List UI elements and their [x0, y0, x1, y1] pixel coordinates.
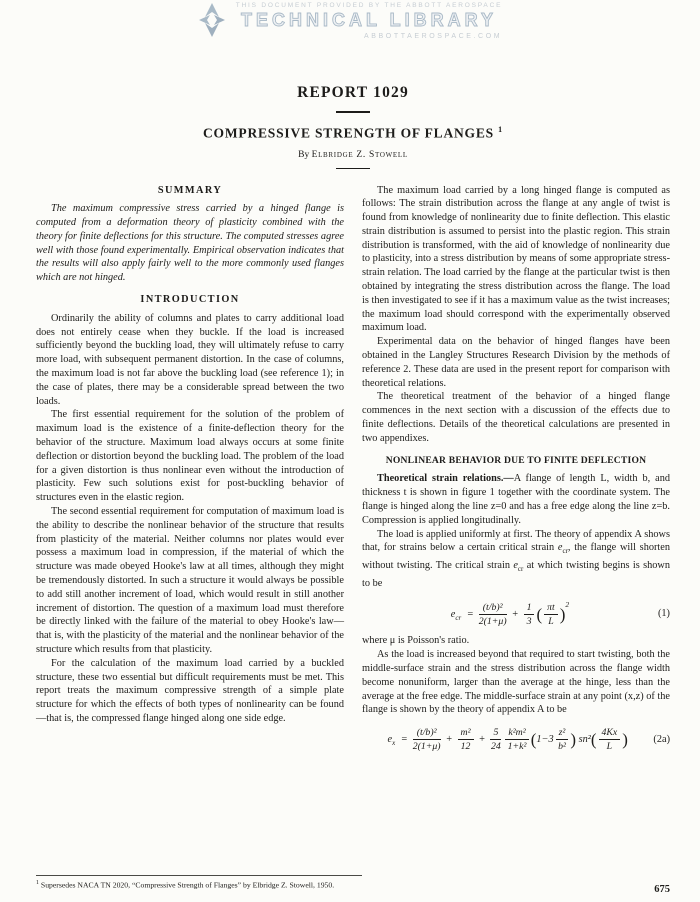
equation-number: (2a) [653, 733, 670, 745]
fraction-numerator: 1 [524, 602, 535, 615]
fraction-numerator: 4Kx [599, 727, 621, 740]
footnote [36, 875, 362, 891]
fraction [458, 727, 474, 753]
paragraph-text: The load is applied uniformly at first. The theory of appendix A shows that, for strains below a certain critical strain [362, 528, 670, 554]
fraction-denominator: 2(1+μ) [478, 616, 507, 628]
article-title [36, 125, 670, 142]
report-number: REPORT 1029 [297, 84, 409, 101]
strain-subscript: cr [562, 547, 568, 556]
paragraph-text: , the flange will shorten without twisting. The critical strain [362, 542, 670, 572]
equals-sign: = [400, 734, 408, 746]
fraction [505, 727, 528, 753]
fraction [599, 727, 621, 753]
divider-rule [336, 111, 370, 113]
fraction-numerator: (t/b)² [479, 602, 507, 615]
fraction-numerator: k²m² [505, 727, 528, 740]
close-paren: ) [559, 604, 566, 624]
title-footnote-mark: 1 [498, 125, 503, 134]
strain-symbol: e [450, 608, 456, 620]
fraction-numerator: (t/b)² [413, 727, 441, 740]
equation-2a [362, 727, 670, 753]
provided-by-text: THIS DOCUMENT PROVIDED BY THE ABBOTT AEROSPACE [235, 2, 503, 9]
equation-1 [362, 601, 670, 627]
elliptic-function-symbol: sn² [578, 734, 591, 746]
fraction-numerator: 5 [490, 727, 501, 740]
close-paren: ) [622, 730, 628, 750]
plus-sign: + [478, 734, 486, 746]
byline-author: Elbridge Z. Stowell [311, 149, 408, 160]
paragraph-text: A flange of length L, width b, and thickness t is shown in figure 1 together with the coordinate system. The flange is hinged along the line z=0 and has a free edge along the line z=b. Compression is applied longitudinally. [362, 473, 670, 526]
equation-body [362, 601, 658, 627]
fraction-numerator: m² [458, 727, 474, 740]
strain-symbol: e [557, 542, 563, 554]
fraction [490, 727, 501, 753]
equation-body [362, 727, 653, 753]
page-number: 675 [654, 884, 670, 895]
article-columns [36, 184, 670, 760]
section-heading: NONLINEAR BEHAVIOR DUE TO FINITE DEFLECTION [385, 454, 647, 466]
introduction-paragraph: For the calculation of the maximum load carried by a buckled structure, these two essential but difficult requirements must be met. This report treats the maximum compressive strength of a simple plate structure for which the effects of both types of nonlinearity can be found—that is, the compressed flange hinged along one side edge. [36, 657, 344, 724]
fraction [479, 602, 507, 628]
footnote-divider [36, 875, 362, 876]
fraction [556, 727, 569, 753]
equation-exponent: 2 [565, 599, 570, 609]
footnote-mark: 1 [36, 880, 39, 887]
equation-term: 1−3 [536, 734, 554, 746]
open-paren: ( [536, 604, 543, 624]
close-paren: ) [570, 730, 577, 750]
fraction-denominator: 12 [460, 741, 471, 753]
fraction-denominator: L [606, 741, 613, 753]
body-paragraph: Experimental data on the behavior of hinged flanges have been obtained in the Langley Structures Research Division by the methods of reference 2. These data are used in the present report for comparison with theoretical relations. [362, 336, 670, 389]
runin-heading: Theoretical strain relations.— [377, 473, 514, 485]
body-paragraph: The theoretical treatment of the behavior of a hinged flange commences in the next section with a discussion of the effects due to finite deflections. Details of the theoretical calculations are presented in two appendixes. [362, 391, 670, 444]
footnote-text-line [36, 879, 362, 891]
left-column [36, 184, 344, 760]
load-application-paragraph [362, 528, 670, 591]
fraction-denominator: 2(1+μ) [412, 741, 441, 753]
summary-heading: SUMMARY [157, 184, 223, 196]
article-title-text: COMPRESSIVE STRENGTH OF FLANGES [203, 125, 494, 141]
where-clause: where μ is Poisson's ratio. [362, 635, 470, 647]
body-paragraph: The maximum load carried by a long hinged flange is computed as follows: The strain distribution across the flange at any angle of twist is found from knowledge of nonlinearity due to finite deflection. This elastic strain distribution is assumed to persist into the plastic region. This strain distribution is transformed, with the aid of knowledge of nonlinearity due to plasticity, into a stress distribution by means of some appropriate stress-strain relation. The load carried by the flange at the particular twist is then obtained by integrating the stress distribution across the flange. The load is then investigated to see if it has a maximum value as the twist increases; the maximum load should correspond with the experimentally observed maximum load. [362, 184, 670, 334]
byline [36, 150, 670, 160]
strain-relations-paragraph [362, 472, 670, 527]
fraction-numerator: z² [556, 727, 569, 740]
strain-symbol: e [513, 560, 518, 572]
fraction-numerator: πt [544, 602, 558, 615]
divider-rule [336, 168, 370, 169]
website-text: ABBOTTAEROSPACE.COM [363, 33, 503, 40]
fraction [544, 602, 558, 628]
fraction-denominator: L [548, 616, 554, 628]
byline-by: By [298, 149, 310, 160]
strain-subscript: cr [455, 613, 462, 622]
fraction-denominator: 1+k² [507, 741, 527, 753]
open-paren: ( [530, 730, 537, 750]
fraction [524, 602, 535, 628]
fraction-denominator: 24 [491, 741, 501, 753]
introduction-paragraph: The first essential requirement for the solution of the problem of maximum load is the existence of a finite-deflection theory for the behavior of the structure. Maximum load always occurs at some finite deflection or distortion beyond the buckling load. The problem of the load for a given distortion is thus nonlinear even without the introduction of plasticity. Few such solutions exist for post-buckling behavior of structures even in the elastic region. [36, 409, 344, 504]
library-title: TECHNICAL LIBRARY [241, 10, 497, 30]
abbott-aerospace-logo-icon [198, 2, 226, 43]
open-paren: ( [590, 730, 597, 750]
strain-subscript: cr [517, 565, 524, 574]
strain-subscript: x [392, 739, 396, 748]
plus-sign: + [445, 734, 453, 746]
paragraph-text: at which twisting begins is shown to be [362, 560, 670, 590]
fraction-denominator: 3 [526, 616, 532, 628]
equation-lhs [387, 734, 396, 748]
strain-symbol: e [387, 734, 393, 746]
equation-lhs [451, 609, 461, 620]
plus-sign: + [511, 608, 519, 620]
footnote-text: Supersedes NACA TN 2020, “Compressive Strength of Flanges” by Elbridge Z. Stowell, 1950. [39, 880, 335, 890]
right-column [362, 184, 670, 760]
increasing-load-paragraph: As the load is increased beyond that required to start twisting, both the middle-surface strain and the stress distribution across the flange width become nonuniform, larger than the average at the hinge, less than the average at the free edge. The middle-surface strain at any point (x,z) of the flange is shown by the theory of appendix A to be [362, 649, 670, 716]
equals-sign: = [466, 608, 474, 620]
fraction-denominator: b² [558, 741, 566, 753]
fraction [413, 727, 441, 753]
introduction-paragraph: The second essential requirement for computation of maximum load is the ability to describe the nonlinear behavior of the structure that results from plasticity of the material. Neither columns nor plates would ever possess a maximum load in compression, if the material of which the structure was made obeyed Hooke's law at all times, although they might be tremendously distorted. In such a structure it would always be possible to add still another increment of load, which would result in still another increment of distortion. The question of a maximum load must therefore be directly linked with the failure of the material to obey Hooke's law—that is, with the plasticity of the material and the nonlinear behavior of the structure which results from that plasticity. [36, 506, 344, 655]
summary-paragraph: The maximum compressive stress carried by a hinged flange is computed from a deformation theory of plasticity combined with the theory for finite deflections for this structure. The computed stresses agree well with those found experimentally. Empirical observation indicates that the results will also apply fairly well to the more commonly used flanges which are not hinged. [36, 203, 344, 284]
watermark-header [0, 2, 700, 43]
equation-number: (1) [657, 608, 670, 620]
introduction-paragraph: Ordinarily the ability of columns and plates to carry additional load does not entirely cease when they buckle. If the load is increased sufficiently beyond the buckling load, they will ultimately refuse to carry more load, with subsequent permanent distortion. In the case of columns, the maximum load is not far above the buckling load (see reference 1); in the case of plates, there may be a considerable spread between the two loads. [36, 312, 344, 407]
introduction-heading: INTRODUCTION [140, 294, 240, 306]
